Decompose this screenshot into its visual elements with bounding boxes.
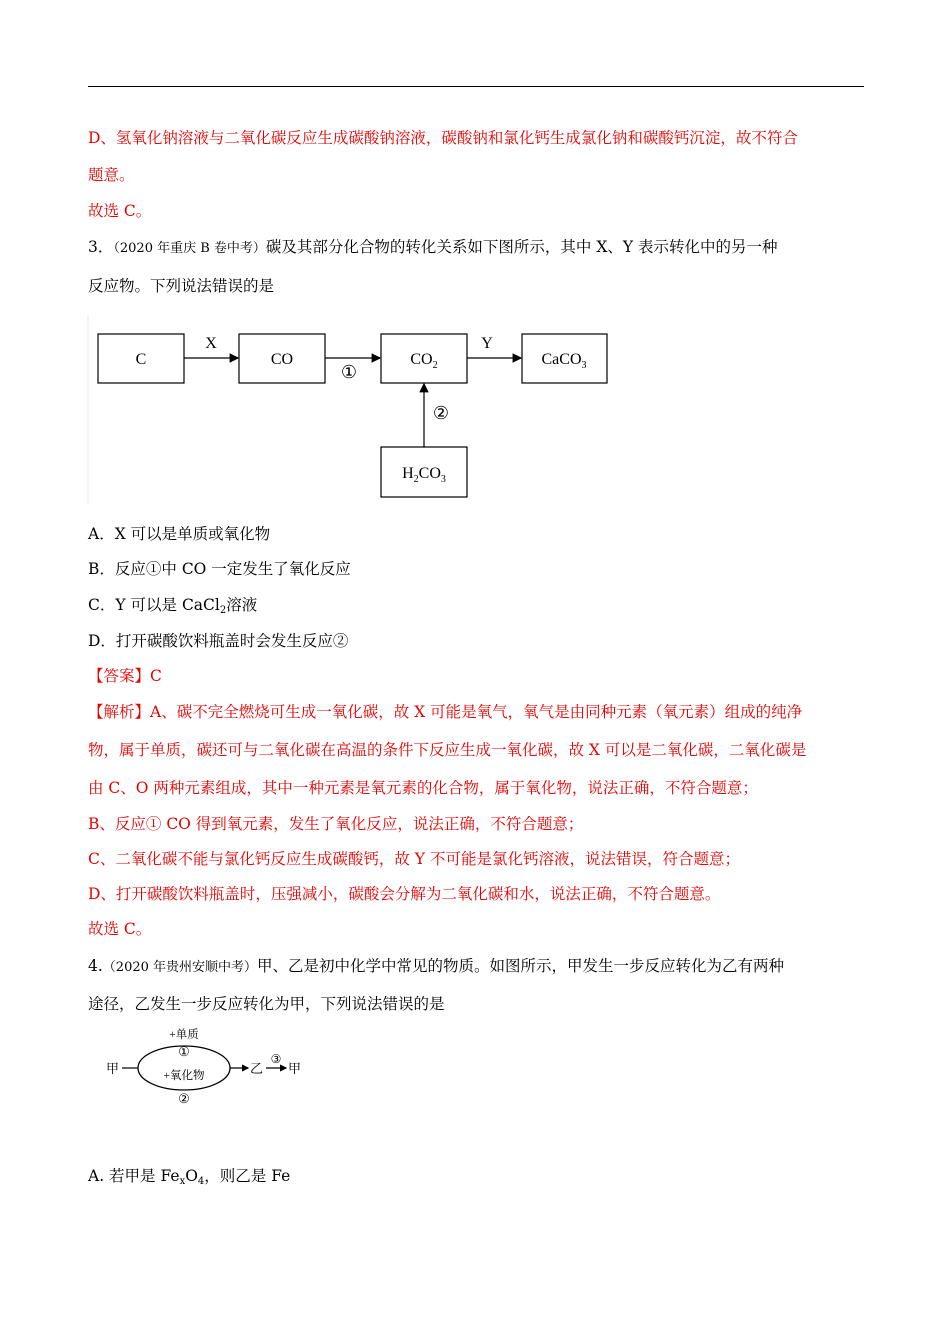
box-h2co3-label: $H_2CO_3$ — [402, 465, 446, 485]
box-caco3-label: CaCO$_3$ — [541, 351, 587, 371]
jia-right: 甲 — [288, 1061, 302, 1076]
label-reaction-1: ① — [340, 362, 358, 382]
jia-left: 甲 — [106, 1061, 120, 1076]
label-y: Y — [481, 335, 493, 352]
q4-stem-line2: 途径，乙发生一步反应转化为甲，下列说法错误的是 — [88, 995, 445, 1013]
q4-option-a: A. 若甲是 $Fe_xO_4$，则乙是 Fe — [88, 1167, 291, 1187]
circ-2: ② — [178, 1091, 190, 1106]
circ-1: ① — [178, 1044, 190, 1059]
q3-stem-text: 碳及其部分化合物的转化关系如下图所示，其中 X、Y 表示转化中的另一种 — [265, 238, 778, 256]
q4-source: （2020 年贵州安顺中考） — [102, 960, 258, 975]
label-reaction-2: ② — [432, 403, 450, 423]
q3-stem-line2: 反应物。下列说法错误的是 — [88, 277, 275, 295]
q3-conclusion: 故选 C。 — [88, 920, 152, 938]
answer-tag: 【答案】 — [88, 667, 151, 685]
q3-analysis-b: B、反应① CO 得到氧元素，发生了氧化反应，说法正确，不符合题意； — [88, 815, 584, 833]
q4-number: 4. — [88, 957, 103, 975]
q4-reaction-diagram — [98, 1024, 313, 1110]
box-c-label: C — [135, 351, 147, 368]
q3-answer — [88, 666, 162, 686]
yi: 乙 — [250, 1061, 264, 1076]
q3-option-c: C．Y 可以是 CaCl$_2$溶液 — [88, 596, 258, 616]
q3-analysis-line3: 由 C、O 两种元素组成，其中一种元素是氧元素的化合物，属于氧化物，说法正确，不符合题意； — [88, 779, 758, 797]
q3-carbon-diagram — [85, 315, 625, 510]
prev-analysis-d-line2: 题意。 — [88, 166, 135, 184]
q3-analysis-c: C、二氧化碳不能与氯化钙反应生成碳酸钙，故 Y 不可能是氯化钙溶液，说法错误，符合题意； — [88, 850, 740, 868]
q3-number: 3． — [88, 238, 114, 256]
header-rule — [88, 86, 864, 87]
analysis-tag: 【解析】 — [88, 703, 151, 721]
label-x: X — [205, 335, 217, 352]
q3-analysis-line1: 【解析】A、碳不完全燃烧可生成一氧化碳，故 X 可能是氧气，氧气是由同种元素（氧元素）组成的纯净 — [88, 703, 803, 721]
q3-source: （2020 年重庆 B 卷中考） — [113, 241, 266, 256]
prev-analysis-d-line1: D、氢氧化钠溶液与二氧化碳反应生成碳酸钠溶液，碳酸钠和氯化钙生成氯化钠和碳酸钙沉淀，故不符合 — [88, 129, 798, 147]
bottom-path-label: +氧化物 — [163, 1070, 205, 1082]
q3-option-a: A．X 可以是单质或氧化物 — [88, 525, 271, 543]
answer-value: C — [150, 667, 162, 685]
q4-stem-text: 甲、乙是初中化学中常见的物质。如图所示，甲发生一步反应转化为乙有两种 — [257, 957, 785, 975]
box-co2-label: $CO_2$ — [410, 351, 438, 371]
q3-analysis-line2: 物，属于单质，碳还可与二氧化碳在高温的条件下反应生成一氧化碳，故 X 可以是二氧化碳，二氧化碳是 — [88, 741, 807, 759]
top-path-label: +单质 — [169, 1029, 199, 1041]
q3-analysis-d: D、打开碳酸饮料瓶盖时，压强减小，碳酸会分解为二氧化碳和水，说法正确，不符合题意。 — [88, 885, 721, 903]
circ-3: ③ — [270, 1052, 282, 1066]
q3-option-b: B．反应①中 CO 一定发生了氧化反应 — [88, 560, 351, 578]
prev-conclusion: 故选 C。 — [88, 202, 152, 220]
box-co-label: CO — [270, 351, 294, 368]
q3-option-d: D．打开碳酸饮料瓶盖时会发生反应② — [88, 632, 349, 650]
q4-stem-line1 — [88, 956, 784, 978]
q3-stem-line1 — [88, 237, 778, 259]
